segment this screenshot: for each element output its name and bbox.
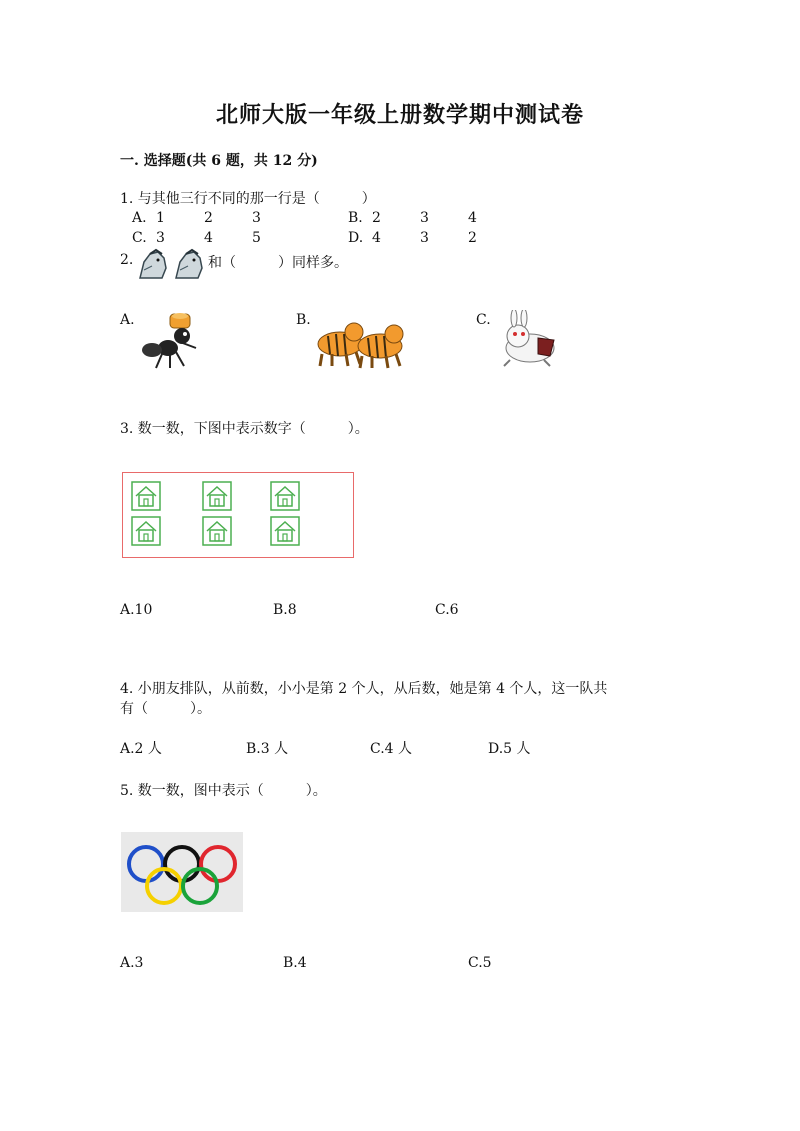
q5-option-b[interactable]: B.4 (283, 955, 307, 971)
q2-option-a-label[interactable]: A. (120, 312, 135, 328)
house-icon (202, 481, 232, 511)
q5-option-c[interactable]: C.5 (468, 955, 492, 971)
olympic-rings-image (121, 832, 243, 912)
q4-option-a[interactable]: A.2 人 (120, 741, 162, 757)
q1-option-d[interactable]: D. 4 3 2 (348, 230, 477, 246)
section-heading: 一. 选择题(共 6 题，共 12 分) (120, 153, 318, 169)
question-2-number: 2. (120, 252, 134, 268)
rabbit-icon (504, 310, 554, 366)
q1-option-a[interactable]: A. 1 2 3 (132, 210, 261, 226)
question-4-stem-line1: 4. 小朋友排队，从前数，小小是第 2 个人，从后数，她是第 4 个人，这一队共 (120, 681, 608, 697)
q4-option-c[interactable]: C.4 人 (370, 741, 413, 757)
ant-icon (142, 313, 196, 368)
question-5-stem: 5. 数一数，图中表示（ ）。 (120, 783, 327, 799)
q4-option-b[interactable]: B.3 人 (246, 741, 289, 757)
horse-icon (140, 250, 166, 278)
q5-option-a[interactable]: A.3 (120, 955, 144, 971)
house-icon (131, 481, 161, 511)
q1-option-b[interactable]: B. 2 3 4 (348, 210, 477, 226)
horses-image (134, 248, 206, 284)
q3-option-c[interactable]: C.6 (435, 602, 459, 618)
tigers-image (314, 312, 406, 370)
question-4-stem-line2: 有（ ）。 (120, 701, 211, 717)
question-2-stem: 和（ ）同样多。 (208, 255, 348, 271)
page-title: 北师大版一年级上册数学期中测试卷 (215, 102, 584, 128)
q2-option-b-label[interactable]: B. (296, 312, 311, 328)
house-icon (131, 516, 161, 546)
question-1-stem: 1. 与其他三行不同的那一行是（ ） (120, 191, 376, 207)
rabbit-image (494, 310, 564, 370)
house-icon (202, 516, 232, 546)
horse-icon (176, 250, 202, 278)
houses-box (122, 472, 354, 558)
tiger-icon (358, 325, 403, 368)
tiger-icon (318, 323, 363, 366)
q4-option-d[interactable]: D.5 人 (488, 741, 531, 757)
ant-image (140, 308, 212, 374)
question-3-stem: 3. 数一数，下图中表示数字（ ）。 (120, 421, 369, 437)
q3-option-a[interactable]: A.10 (120, 602, 153, 618)
house-icon (270, 481, 300, 511)
q3-option-b[interactable]: B.8 (273, 602, 297, 618)
house-icon (270, 516, 300, 546)
q2-option-c-label[interactable]: C. (476, 312, 491, 328)
q1-option-c[interactable]: C. 3 4 5 (132, 230, 261, 246)
